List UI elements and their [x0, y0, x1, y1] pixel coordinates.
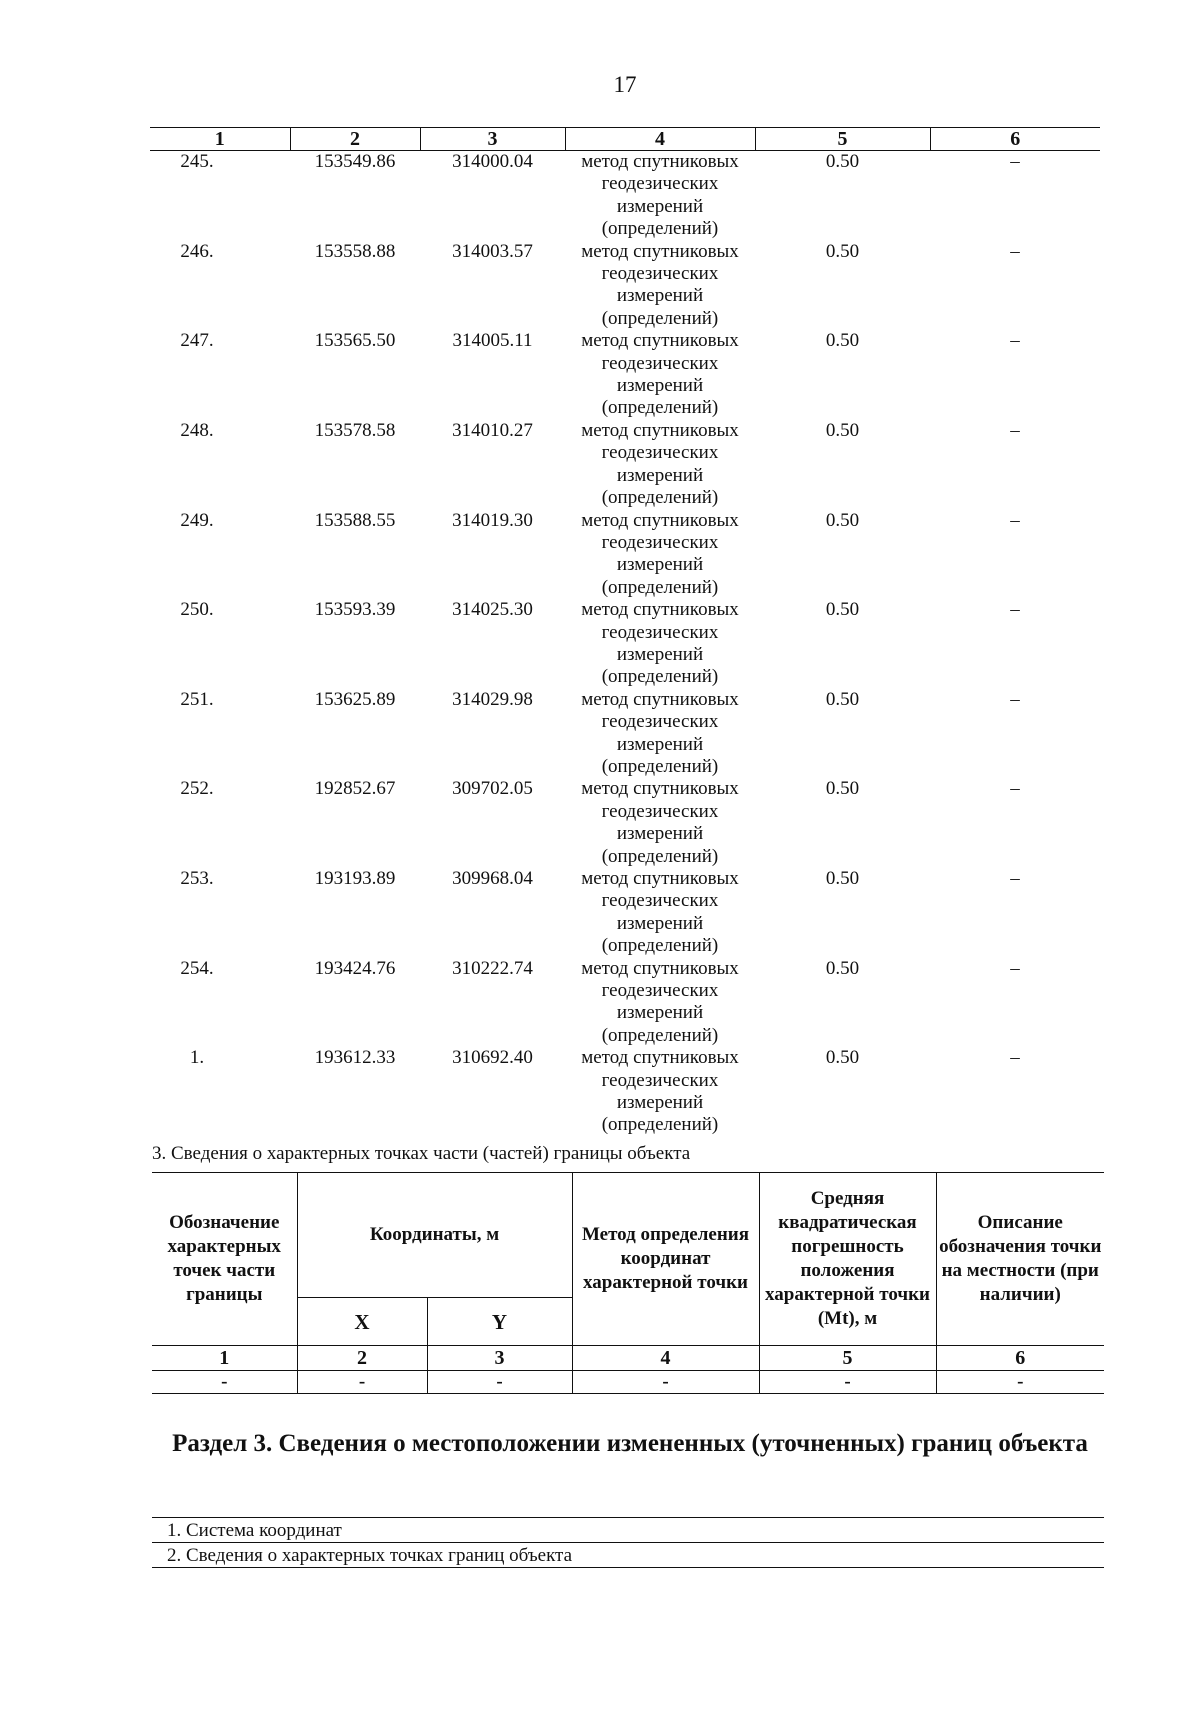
description: –: [1010, 1047, 1020, 1069]
mt-value: 0.50: [825, 509, 860, 531]
coord-x: 153578.58: [314, 419, 396, 441]
table-row: [150, 599, 1100, 689]
page-number: 17: [613, 72, 637, 97]
method: метод спутниковых геодезических измерений (определений): [581, 688, 739, 777]
table-row: [150, 868, 1100, 958]
coord-y: 314005.11: [452, 330, 533, 352]
method: метод спутниковых геодезических измерений (определений): [581, 957, 739, 1046]
point-number: 248.: [180, 419, 214, 441]
method: метод спутниковых геодезических измерений (определений): [581, 330, 739, 419]
boundary-points-table: [150, 127, 1100, 1137]
method: метод спутниковых геодезических измерений (определений): [581, 778, 739, 867]
coord-x: 192852.67: [314, 778, 396, 800]
description: –: [1010, 688, 1020, 710]
column-number: 2: [297, 1346, 427, 1371]
mt-value: 0.50: [825, 240, 860, 262]
mt-value: 0.50: [825, 957, 860, 979]
column-header: 5: [755, 128, 930, 151]
header-mt: Средняя квадратическая погрешность положения характерной точки (Mt), м: [759, 1173, 936, 1346]
point-number: 251.: [180, 688, 214, 710]
empty-cell: -: [936, 1371, 1104, 1394]
coord-y: 309968.04: [452, 868, 533, 889]
coord-x: 153625.89: [314, 688, 396, 710]
mt-value: 0.50: [825, 688, 860, 710]
table-row: [152, 1371, 1104, 1394]
coord-y: 314000.04: [452, 151, 533, 172]
table-row: [150, 689, 1100, 779]
column-header: 3: [420, 128, 565, 151]
column-number: 3: [427, 1346, 572, 1371]
empty-cell: -: [427, 1371, 572, 1394]
description: –: [1010, 868, 1020, 889]
header-method: Метод определения координат характерной точки: [572, 1173, 759, 1346]
header-y: Y: [427, 1298, 572, 1346]
table-header-row: [150, 128, 1100, 151]
table-row: [150, 151, 1100, 241]
description: –: [1010, 778, 1020, 800]
method: метод спутниковых геодезических измерений (определений): [581, 599, 739, 688]
point-number: 250.: [180, 599, 214, 621]
point-number: 246.: [180, 240, 214, 262]
header-coordinates: Координаты, м: [297, 1173, 572, 1298]
description: –: [1010, 419, 1020, 441]
point-number: 252.: [180, 778, 214, 800]
table-row: [150, 330, 1100, 420]
method: метод спутниковых геодезических измерений (определений): [581, 419, 739, 509]
coord-x: 153549.86: [314, 151, 396, 172]
table-row: [150, 420, 1100, 510]
description: –: [1010, 599, 1020, 621]
table-row: [150, 510, 1100, 600]
part-boundary-table: [152, 1172, 1104, 1394]
coord-y: 309702.05: [452, 778, 533, 800]
empty-cell: -: [572, 1371, 759, 1394]
description: –: [1010, 330, 1020, 352]
coordinate-system-item: 1. Система координат: [167, 1520, 342, 1541]
column-number-row: [152, 1346, 1104, 1371]
part-boundary-caption: 3. Сведения о характерных точках части (частей) границы объекта: [152, 1143, 691, 1164]
description: –: [1010, 957, 1020, 979]
mt-value: 0.50: [825, 330, 860, 352]
table-row: [150, 778, 1100, 868]
coord-x: 193193.89: [314, 868, 396, 889]
coord-y: 314010.27: [452, 419, 533, 441]
mt-value: 0.50: [825, 1047, 860, 1069]
point-number: 254.: [180, 957, 214, 979]
column-header: 4: [565, 128, 755, 151]
point-number: 249.: [180, 509, 214, 531]
header-x: X: [297, 1298, 427, 1346]
method: метод спутниковых геодезических измерений (определений): [581, 1047, 739, 1136]
divider: [152, 1567, 1104, 1568]
coord-x: 193612.33: [314, 1047, 396, 1069]
column-number: 1: [152, 1346, 297, 1371]
mt-value: 0.50: [825, 419, 860, 441]
point-number: 1.: [189, 1047, 205, 1069]
coord-y: 314003.57: [452, 240, 533, 262]
column-header: 2: [290, 128, 420, 151]
coord-x: 193424.76: [314, 957, 396, 979]
coord-y: 314025.30: [452, 599, 533, 621]
header-description: Описание обозначения точки на местности (при наличии): [936, 1173, 1104, 1346]
column-header: 6: [930, 128, 1100, 151]
coord-x: 153558.88: [314, 240, 396, 262]
coord-y: 314029.98: [452, 688, 533, 710]
coord-x: 153588.55: [314, 509, 396, 531]
table-row: [150, 1047, 1100, 1137]
method: метод спутниковых геодезических измерений (определений): [581, 240, 739, 329]
coord-y: 310692.40: [452, 1047, 533, 1069]
column-header: 1: [150, 128, 290, 151]
coord-y: 310222.74: [452, 957, 533, 979]
method: метод спутниковых геодезических измерений (определений): [581, 151, 739, 240]
boundary-points-item: 2. Сведения о характерных точках границ объекта: [167, 1545, 573, 1566]
empty-cell: -: [297, 1371, 427, 1394]
point-number: 245.: [180, 151, 214, 172]
coord-x: 153565.50: [314, 330, 396, 352]
method: метод спутниковых геодезических измерений (определений): [581, 868, 739, 957]
divider: [152, 1542, 1104, 1543]
description: –: [1010, 240, 1020, 262]
mt-value: 0.50: [825, 599, 860, 621]
table-row: [150, 241, 1100, 331]
method: метод спутниковых геодезических измерений (определений): [581, 509, 739, 598]
empty-cell: -: [152, 1371, 297, 1394]
mt-value: 0.50: [825, 151, 860, 172]
point-number: 247.: [180, 330, 214, 352]
description: –: [1010, 151, 1020, 172]
header-point-designation: Обозначение характерных точек части границы: [152, 1173, 297, 1346]
divider: [152, 1517, 1104, 1518]
mt-value: 0.50: [825, 778, 860, 800]
coord-x: 153593.39: [314, 599, 396, 621]
section-heading: Раздел 3. Сведения о местоположении измененных (уточненных) границ объекта: [172, 1430, 1088, 1457]
table-row: [150, 958, 1100, 1048]
empty-cell: -: [759, 1371, 936, 1394]
mt-value: 0.50: [825, 868, 860, 889]
coord-y: 314019.30: [452, 509, 533, 531]
description: –: [1010, 509, 1020, 531]
column-number: 6: [936, 1346, 1104, 1371]
column-number: 5: [759, 1346, 936, 1371]
point-number: 253.: [180, 868, 214, 889]
column-number: 4: [572, 1346, 759, 1371]
